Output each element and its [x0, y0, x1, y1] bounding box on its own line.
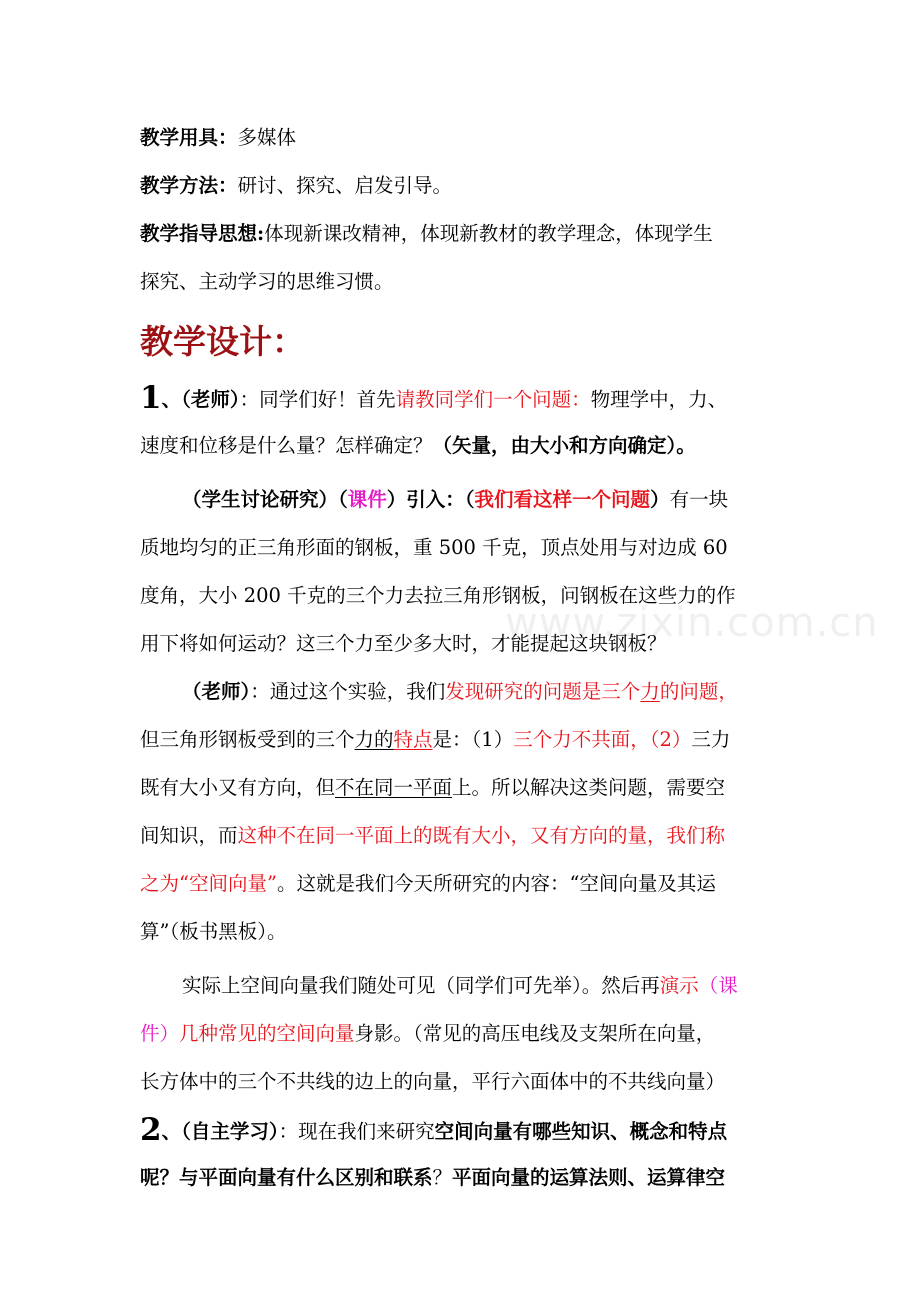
section-2-text: ：现在我们来研究 — [278, 1120, 435, 1143]
p2-bold-a: （学生讨论研究）（ — [182, 488, 348, 511]
p2-courseware: 课件 — [347, 488, 387, 511]
teaching-tools-label: 教学用具： — [140, 126, 238, 149]
p3-l3-c: 上。所以解决这类问题，需要空 — [452, 776, 726, 799]
section-1-number: 1 — [140, 380, 162, 416]
p3-speaker: （老师） — [182, 680, 251, 703]
section-2-l2-b: ？ — [432, 1166, 453, 1189]
paragraph-3-line-4 — [140, 812, 785, 860]
section-1-speaker: （老师） — [181, 388, 240, 411]
p2-highlight: 我们看这样一个问题 — [474, 488, 651, 511]
section-2-number: 2 — [140, 1112, 162, 1148]
p3-highlight-b: 发现研究的问题是三个 — [445, 680, 641, 703]
guiding-thought-line-2: 探究、主动学习的思维习惯。 — [140, 270, 394, 293]
teaching-methods-line — [140, 162, 785, 210]
paragraph-2-line-3: 度角，大小 200 千克的三个力去拉三角形钢板，问钢板在这些力的作 — [140, 584, 736, 607]
p3-l2-feature: 特点 — [393, 728, 433, 751]
section-1-separator: 、 — [161, 388, 182, 411]
p3-l5-b: 。这就是我们今天所研究的内容：“空间向量及其运 — [276, 872, 716, 895]
section-2-mode: （自主学习） — [181, 1120, 279, 1143]
section-2-line-1 — [140, 1106, 785, 1154]
section-1-line-1 — [140, 374, 785, 422]
p2-bold-e: ） — [650, 488, 670, 511]
paragraph-3-line-5 — [140, 860, 785, 908]
section-2-l2-a: 呢？与平面向量有什么区别和联系 — [140, 1166, 433, 1189]
section-2-bold: 空间向量有哪些知识、概念和特点 — [434, 1120, 728, 1143]
paragraph-2-line-4: 用下将如何运动？这三个力至少多大时，才能提起这块钢板？ — [140, 632, 667, 655]
p3-l2-underline: 力的 — [354, 728, 394, 751]
watermark: www.zixin.com.cn — [505, 600, 879, 646]
document-page — [140, 114, 785, 1202]
p3-l2-highlight: 三个力不共面，（2） — [513, 728, 692, 751]
p3-l2-f: 三力 — [691, 728, 731, 751]
section-2-l2-c: 平面向量的运算法则、运算律空 — [452, 1166, 726, 1189]
p3-text-a: ：通过这个实验，我们 — [250, 680, 446, 703]
p4-courseware-open: （课 — [698, 974, 738, 997]
section-1-line-2 — [140, 422, 785, 470]
teaching-tools-line — [140, 114, 785, 162]
p3-l2-d: 是：（1） — [432, 728, 514, 751]
teaching-tools-value: 多媒体 — [237, 126, 297, 149]
section-2-separator: 、 — [161, 1120, 182, 1143]
paragraph-4-line-1 — [140, 962, 785, 1010]
p4-courseware-close: 件） — [140, 1022, 180, 1045]
teaching-methods-value: 研讨、探究、启发引导。 — [237, 174, 453, 197]
paragraph-2-line-1 — [140, 476, 785, 524]
paragraph-3-line-1 — [140, 668, 785, 716]
p4-highlight: 几种常见的空间向量 — [179, 1022, 355, 1045]
guiding-thought-label: 教学指导思想: — [140, 222, 265, 245]
section-1-text: ：同学们好！首先 — [239, 388, 396, 411]
p3-l5-highlight: 之为“空间向量” — [140, 872, 277, 895]
section-1-text-2: 物理学中，力、 — [590, 388, 728, 411]
teaching-methods-label: 教学方法： — [140, 174, 238, 197]
p3-highlight-d: 的问题， — [659, 680, 738, 703]
p3-l4-highlight: 这种不在同一平面上的既有大小，又有方向的量，我们称 — [237, 824, 726, 847]
p3-l4-a: 间知识，而 — [140, 824, 238, 847]
p2-text: 有一块 — [669, 488, 729, 511]
paragraph-3-line-2 — [140, 716, 785, 764]
paragraph-4-line-2 — [140, 1010, 785, 1058]
p4-l2-c: 身影。（常见的高压电线及支架所在向量， — [354, 1022, 716, 1045]
p3-l2-a: 但三角形钢板受到的三个 — [140, 728, 355, 751]
p2-bold-c: ）引入：（ — [386, 488, 475, 511]
section-2-line-2 — [140, 1154, 785, 1202]
p4-text-a: 实际上空间向量我们随处可见（同学们可先举）。然后再 — [182, 974, 660, 997]
section-heading: 教学设计： — [140, 322, 305, 361]
section-1-answer: （矢量，由大小和方向确定）。 — [432, 434, 696, 457]
p3-underline-force: 力 — [640, 680, 660, 703]
paragraph-3-line-3 — [140, 764, 785, 812]
paragraph-3-line-6: 算”（板书黑板）。 — [140, 920, 287, 943]
section-1-question: 速度和位移是什么量？怎样确定？ — [140, 434, 433, 457]
p3-l3-underline: 不在同一平面 — [335, 776, 453, 799]
paragraph-4-line-3: 长方体中的三个不共线的边上的向量，平行六面体中的不共线向量） — [140, 1070, 726, 1093]
section-1-highlight: 请教同学们一个问题： — [395, 388, 591, 411]
p4-demo: 演示 — [659, 974, 699, 997]
guiding-thought-line-1 — [140, 210, 785, 258]
guiding-thought-text: 体现新课改精神，体现新教材的教学理念，体现学生 — [264, 222, 713, 245]
paragraph-2-line-2: 质地均匀的正三角形面的钢板，重 500 千克，顶点处用与对边成 60 — [140, 536, 728, 559]
p3-l3-a: 既有大小又有方向，但 — [140, 776, 336, 799]
